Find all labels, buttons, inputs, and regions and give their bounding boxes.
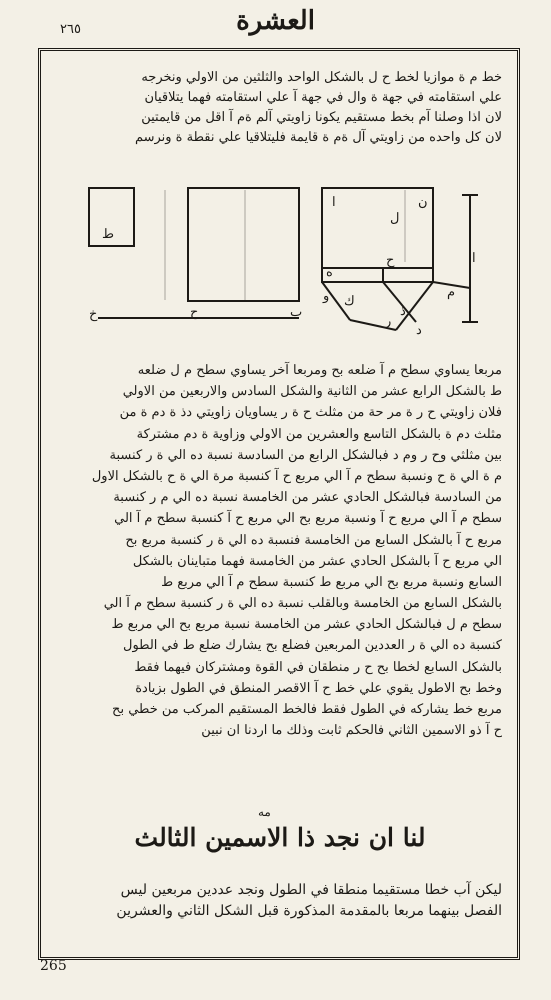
text-line: الي مربع ح آ بالشكل الحادي عشر من الخامسة فهما متباينان بالشكل: [132, 553, 502, 569]
paragraph-main: [58, 360, 502, 741]
label-h: ح: [386, 253, 395, 268]
paragraph-bottom: [58, 880, 502, 922]
label-a: ا: [332, 195, 336, 210]
label-ha3: ه: [326, 265, 333, 280]
text-line: لان كل واحده من زاويتي آل ةم ة قايمة فليتلاقيا علي نقطة ة ونرسم: [134, 130, 502, 145]
text-line: ليكن آب خطا مستقيما منطقا في الطول ونجد عددين مربعين ليس: [120, 882, 502, 898]
page-title: العشرة: [236, 6, 315, 36]
text-line: علي استقامته في جهة ة وال في جهة آ علي استقامته فهما يتلاقيان: [144, 90, 502, 105]
text-line: ط بالشكل الرابع عشر من الثانية والشكل السادس والاربعين من الاولي: [122, 384, 502, 400]
text-line: مربع ح آ بالشكل السابع من الخامسة فنسبة ده الي ة ر كنسبة مربع بح: [125, 532, 502, 548]
label-dal: د: [416, 323, 422, 338]
section-heading-text: لنا ان نجد ذا الاسمين الثالث: [134, 823, 426, 852]
text-line: م ة الي ة ح ونسبة سطح م آ الي مربع ح آ كنسبة مرة الي ة ح بالشكل الاول: [91, 468, 502, 484]
page-number: 265: [40, 958, 67, 974]
section-marker: مه: [258, 805, 271, 819]
middle-rectangle: [188, 188, 299, 301]
label-ta: ط: [102, 227, 115, 242]
label-a2: ا: [472, 251, 476, 266]
page-number-arabic: ٢٦٥: [60, 22, 81, 37]
text-line: ح آ ذو الاسمين الثاني فالحكم ثابت وذلك ما اردنا ان نبين: [201, 723, 502, 739]
label-n: ن: [418, 195, 428, 210]
text-line: خط م ة موازيا لخط ح ل بالشكل الواحد والثلثين من الاولي ونخرجه: [141, 70, 502, 85]
text-line: بين مثلثي وح ر وم د فبالشكل الرابع من السادسة نسبة ده الي ة ر كنسبة: [109, 447, 502, 463]
text-line: مثلث دم ة بالشكل التاسع والعشرين من الاولي وزاوية ة دم مشتركة: [136, 426, 502, 442]
text-line: لان اذا وصلنا آم بخط مستقيم يكونا زاويتي آلم ةم آ اقل من قايمتين: [141, 110, 502, 125]
text-line: فلان زاويتي ح ر ة مر حة من مثلث ح ة ر يساويان زاويتي دذ ة دم ة من: [119, 405, 502, 421]
text-line: بالشكل السابع لخطا بح ح ر منطقان في القوة ومشتركان فيهما فقط: [134, 659, 502, 675]
text-line: وخط بح الاطول يقوي علي خط ح آ الاقصر المنطق في الطول بزيادة: [135, 680, 502, 696]
label-ba: ب: [290, 305, 303, 320]
text-line: الفصل بينهما مربعا بالمقدمة المذكورة قبل الشكل الثاني والعشرين: [116, 903, 502, 919]
label-kh: خ: [89, 307, 98, 322]
text-line: مربعا يساوي سطح م آ ضلعه بح ومربعا آخر يساوي سطح م ل ضلعه: [137, 363, 502, 378]
label-kaf: ك: [344, 294, 355, 309]
text-line: السابع ونسبة مربع بح الي مربع ط كنسبة سطح م آ الي مربع ط: [161, 574, 502, 590]
text-line: مربع خط يشاركه في الطول فقط فالخط المستقيم المركب من خطي بح: [112, 702, 502, 717]
label-waw: و: [323, 289, 330, 304]
label-dh: ذ: [400, 304, 406, 319]
text-line: سطح م آ الي مربع ح آ ونسبة مربع بح الي مربع ح آ كنسبة سطح م آ الي: [114, 511, 502, 527]
label-l: ل: [390, 211, 400, 226]
label-mim: م: [447, 285, 456, 300]
label-ra: ر: [385, 314, 392, 329]
label-ha2: ح: [190, 305, 199, 320]
text-line: سطح م ل فبالشكل الحادي عشر من الخامسة نسبة مربع بح الي مربع ط: [111, 617, 502, 633]
text-line: كنسبة ده الي ة ر العددين المربعين فضلع بح يشارك ضلع ط في الطول: [123, 638, 502, 654]
text-line: من السادسة فبالشكل الحادي عشر من الخامسة نسبة ده الي م ر كنسبة: [113, 490, 502, 506]
text-line: بالشكل السابع من الخامسة وبالقلب نسبة ده الي ة ر كنسبة سطح م آ الي: [103, 596, 502, 612]
section-heading: [58, 823, 502, 852]
